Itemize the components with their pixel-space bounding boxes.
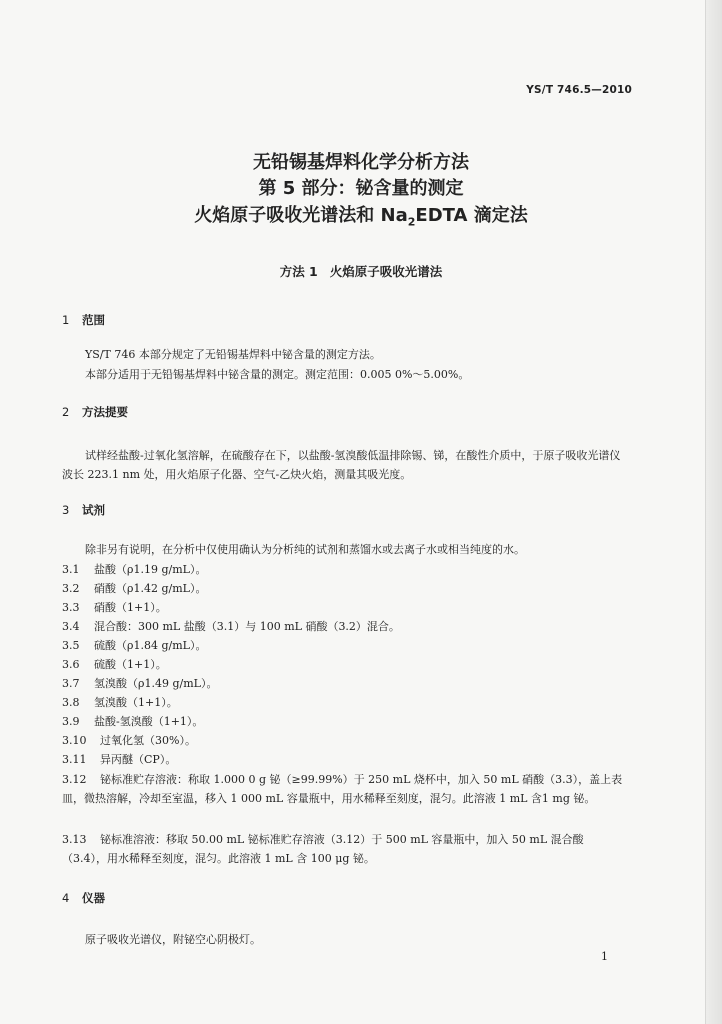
reagent-item (62, 598, 628, 617)
reagent-number: 3.11 (62, 753, 87, 766)
principle-paragraph: 试样经盐酸-过氧化氢溶解，在硫酸存在下，以盐酸-氢溴酸低温排除锡、锑，在酸性介质中，于原子吸收光谱仪波长 223.1 nm 处，用火焰原子化器、空气-乙炔火焰，测量其吸光度。 (62, 449, 621, 481)
reagent-item (62, 636, 628, 655)
section-title: 方法提要 (82, 405, 128, 419)
reagent-item (62, 712, 628, 731)
reagent-text: 硝酸（1+1）。 (94, 601, 167, 614)
reagent-text: 盐酸（ρ1.19 g/mL）。 (94, 563, 207, 576)
reagent-item (62, 579, 628, 598)
reagent-number: 3.7 (62, 677, 80, 690)
reagent-item (62, 750, 628, 769)
scope-paragraph-2: 本部分适用于无铅锡基焊料中铋含量的测定。测定范围：0.005 0%～5.00%。 (85, 368, 470, 381)
reagent-text: 硫酸（ρ1.84 g/mL）。 (94, 639, 207, 652)
section-number: 4 (62, 891, 70, 905)
reagent-text: 硫酸（1+1）。 (94, 658, 167, 671)
reagent-number: 3.13 (62, 833, 87, 846)
reagent-text: 混合酸：300 mL 盐酸（3.1）与 100 mL 硝酸（3.2）混合。 (94, 620, 400, 633)
standard-code: YS/T 746.5—2010 (526, 84, 632, 96)
reagent-number: 3.3 (62, 601, 80, 614)
scope-paragraph-1: YS/T 746 本部分规定了无铅锡基焊料中铋含量的测定方法。 (85, 348, 381, 361)
reagent-item (62, 674, 628, 693)
reagent-number: 3.6 (62, 658, 80, 671)
reagent-text: 铋标准溶液：移取 50.00 mL 铋标准贮存溶液（3.12）于 500 mL 容量瓶中，加入 50 mL 混合酸（3.4），用水稀释至刻度，混匀。此溶液 1 mL 含 100 μg 铋。 (62, 833, 584, 865)
reagent-text: 盐酸-氢溴酸（1+1）。 (94, 715, 204, 728)
title-line-1: 无铅锡基焊料化学分析方法 (253, 152, 469, 173)
reagent-number: 3.1 (62, 563, 80, 576)
section-heading (62, 502, 105, 518)
reagent-item (62, 731, 628, 750)
reagents-intro: 除非另有说明，在分析中仅使用确认为分析纯的试剂和蒸馏水或去离子水或相当纯度的水。 (85, 543, 525, 556)
section-title: 仪器 (82, 891, 105, 905)
reagent-text: 硝酸（ρ1.42 g/mL）。 (94, 582, 207, 595)
section-number: 2 (62, 405, 70, 419)
title-line-3-post: EDTA 滴定法 (415, 205, 528, 226)
method-label: 方法 1 (279, 264, 318, 279)
reagent-item (62, 617, 628, 636)
method-name: 火焰原子吸收光谱法 (329, 264, 443, 279)
section-heading (62, 312, 105, 328)
reagent-text: 氢溴酸（ρ1.49 g/mL）。 (94, 677, 218, 690)
section-heading (62, 890, 105, 906)
reagent-text: 氢溴酸（1+1）。 (94, 696, 178, 709)
page-number: 1 (601, 950, 608, 963)
section-heading (62, 404, 128, 420)
reagent-text: 铋标准贮存溶液：称取 1.000 0 g 铋（≥99.99%）于 250 mL 烧杯中，加入 50 mL 硝酸（3.3），盖上表皿，微热溶解，冷却至室温，移入 1 000 mL 容量瓶中，用水稀释至刻度，混匀。此溶液 1 mL 含1 mg 铋。 (62, 773, 623, 805)
section-title: 试剂 (82, 503, 105, 517)
section-number: 3 (62, 503, 70, 517)
title-line-3-sub: 2 (407, 215, 416, 229)
section-title: 范围 (82, 313, 105, 327)
reagent-number: 3.2 (62, 582, 80, 595)
title-line-2: 第 5 部分：铋含量的测定 (258, 178, 464, 199)
reagent-number: 3.12 (62, 773, 87, 786)
reagent-number: 3.4 (62, 620, 80, 633)
title-line-3 (0, 201, 722, 229)
reagent-number: 3.10 (62, 734, 87, 747)
reagent-number: 3.5 (62, 639, 80, 652)
reagent-number: 3.9 (62, 715, 80, 728)
reagent-text: 过氧化氢（30%）。 (100, 734, 196, 747)
method-heading (0, 262, 722, 280)
reagent-item (62, 560, 628, 579)
apparatus-paragraph: 原子吸收光谱仪，附铋空心阴极灯。 (85, 933, 261, 946)
reagent-item-3-13 (62, 830, 628, 868)
reagent-number: 3.8 (62, 696, 80, 709)
title-line-3-pre: 火焰原子吸收光谱法和 Na (194, 205, 408, 226)
section-number: 1 (62, 313, 70, 327)
reagent-text: 异丙醚（CP）。 (100, 753, 177, 766)
reagent-item (62, 693, 628, 712)
reagent-item-3-12 (62, 770, 628, 808)
reagent-item (62, 655, 628, 674)
